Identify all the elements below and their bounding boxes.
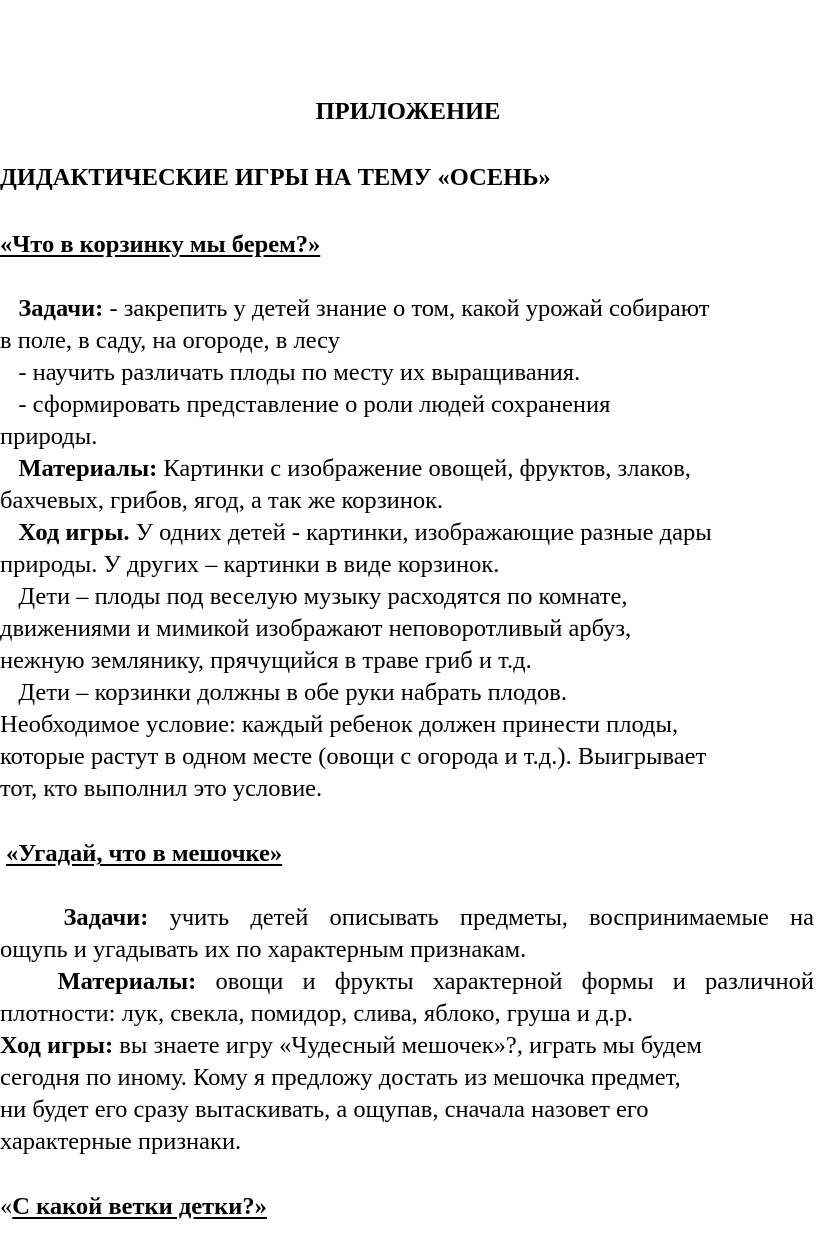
tasks-label: Задачи:	[63, 904, 149, 931]
game-1-course-line: Дети – плоды под веселую музыку расходятся по комнате,	[0, 583, 628, 610]
game-2-tasks	[0, 902, 814, 934]
title-quote: «	[0, 1193, 13, 1220]
game-2-course	[0, 1030, 816, 1062]
game-1-tasks-line: - научить различать плоды по месту их выращивания.	[0, 359, 581, 386]
tasks-text: - закрепить у детей знание о том, какой урожай собирают	[103, 295, 710, 322]
game-2-materials	[0, 966, 814, 998]
game-2-course-line: характерные признаки.	[0, 1128, 242, 1155]
game-2-title: «Угадай, что в мешочке»	[6, 840, 283, 867]
game-1-course-line: движениями и мимикой изображают неповоротливый арбуз,	[0, 615, 632, 642]
course-text: У одних детей - картинки, изображающие разные дары	[129, 519, 712, 546]
game-1-materials-line: бахчевых, грибов, ягод, а так же корзинок.	[0, 487, 444, 514]
document-subtitle: ДИДАКТИЧЕСКИЕ ИГРЫ НА ТЕМУ «ОСЕНЬ»	[0, 164, 551, 191]
title-text: С какой ветки детки?»	[12, 1193, 267, 1220]
game-1-course-line: природы. У других – картинки в виде корзинок.	[0, 551, 500, 578]
game-1-course-line: которые растут в одном месте (овощи с огорода и т.д.). Выигрывает	[0, 743, 707, 770]
course-label: Ход игры:	[0, 1032, 114, 1059]
game-1-tasks	[0, 293, 816, 325]
game-2-tasks-line: ощупь и угадывать их по характерным признакам.	[0, 936, 527, 963]
game-1-tasks-line: в поле, в саду, на огороде, в лесу	[0, 327, 340, 354]
materials-text: Картинки с изображение овощей, фруктов, злаков,	[157, 455, 691, 482]
course-text: вы знаете игру «Чудесный мешочек»?, играть мы будем	[113, 1032, 702, 1059]
game-2-course-line: сегодня по иному. Кому я предложу достать из мешочка предмет,	[0, 1064, 681, 1091]
materials-text: овощи и фрукты характерной формы и различной	[196, 968, 814, 995]
game-1-course-line: тот, кто выполнил это условие.	[0, 775, 323, 802]
game-3-title	[0, 1191, 816, 1223]
materials-label: Материалы:	[57, 968, 197, 995]
game-1-materials	[0, 453, 816, 485]
tasks-text: учить детей описывать предметы, воспринимаемые на	[148, 904, 814, 931]
game-1-tasks-line: природы.	[0, 423, 98, 450]
game-1-course	[0, 517, 816, 549]
game-1-title: «Что в корзинку мы берем?»	[0, 231, 321, 258]
game-1-course-line: нежную землянику, прячущийся в траве гриб и т.д.	[0, 647, 532, 674]
game-1-tasks-line: - сформировать представление о роли людей сохранения	[0, 391, 611, 418]
appendix-title: ПРИЛОЖЕНИЕ	[315, 98, 501, 125]
tasks-label: Задачи:	[18, 295, 104, 322]
course-label: Ход игры.	[18, 519, 130, 546]
materials-label: Материалы:	[18, 455, 158, 482]
game-2-materials-line: плотности: лук, свекла, помидор, слива, яблоко, груша и д.р.	[0, 1000, 633, 1027]
game-2-course-line: ни будет его сразу вытаскивать, а ощупав, сначала назовет его	[0, 1096, 649, 1123]
game-1-course-line: Дети – корзинки должны в обе руки набрать плодов.	[0, 679, 567, 706]
game-1-course-line: Необходимое условие: каждый ребенок должен принести плоды,	[0, 711, 679, 738]
